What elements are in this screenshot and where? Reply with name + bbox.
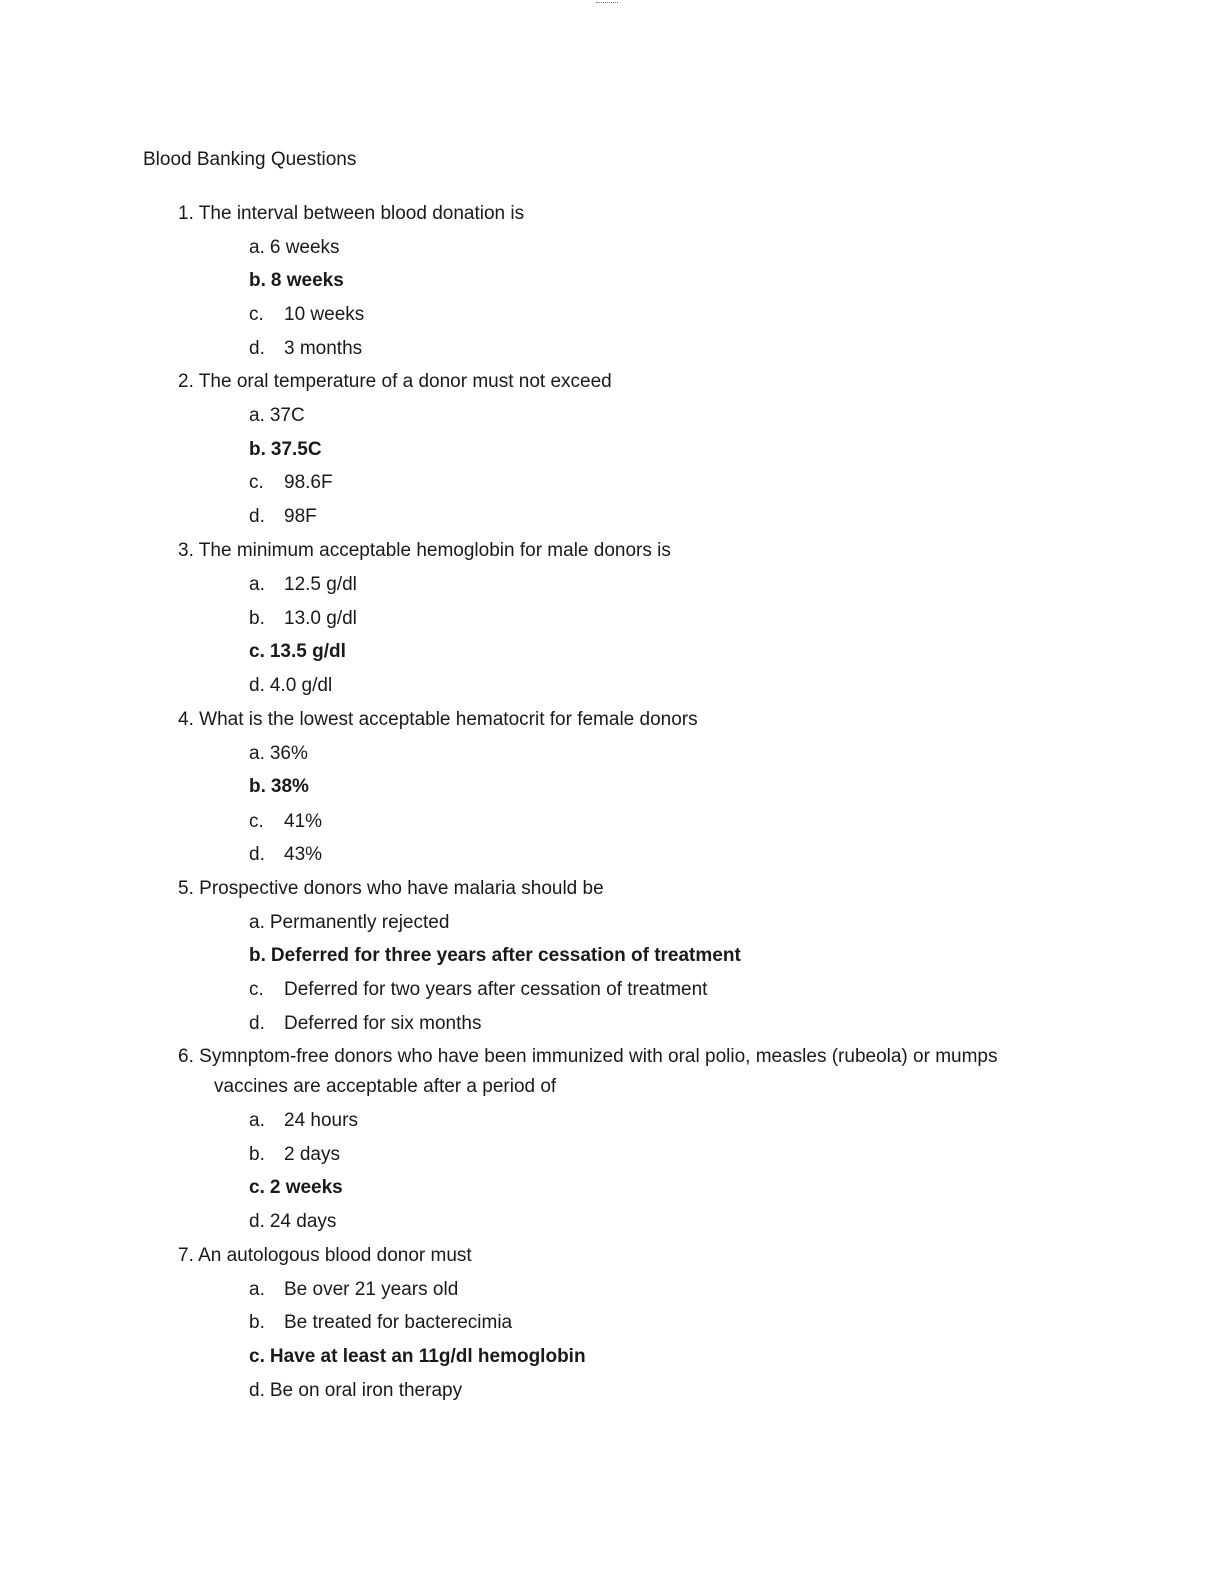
header-mark (596, 0, 618, 3)
q7-option-c-correct: c. Have at least an 11g/dl hemoglobin (249, 1346, 586, 1367)
question-3: 3. The minimum acceptable hemoglobin for male donors is (178, 540, 671, 561)
q3-option-b: b. 13.0 g/dl (249, 608, 357, 629)
q7-option-a: a. Be over 21 years old (249, 1279, 459, 1300)
question-5: 5. Prospective donors who have malaria should be (178, 878, 604, 899)
q6-option-b: b. 2 days (249, 1144, 340, 1165)
q2-option-a: a. 37C (249, 405, 305, 426)
q2-option-d: d. 98F (249, 506, 317, 527)
q1-option-c: c. 10 weeks (249, 304, 365, 325)
q1-option-a: a. 6 weeks (249, 237, 340, 258)
q2-option-c: c. 98.6F (249, 472, 333, 493)
q7-option-b: b. Be treated for bacterecimia (249, 1312, 513, 1333)
q5-option-b-correct: b. Deferred for three years after cessation of treatment (249, 945, 741, 966)
q3-option-d: d. 4.0 g/dl (249, 675, 333, 696)
q6-option-c-correct: c. 2 weeks (249, 1177, 343, 1198)
q4-option-d: d. 43% (249, 844, 323, 865)
question-7: 7. An autologous blood donor must (178, 1245, 472, 1266)
q5-option-d: d. Deferred for six months (249, 1013, 482, 1034)
q4-option-a: a. 36% (249, 743, 308, 764)
question-6: 6. Symnptom-free donors who have been immunized with oral polio, measles (rubeola) or mumps (178, 1046, 998, 1067)
q2-option-b-correct: b. 37.5C (249, 439, 322, 460)
q5-option-c: c. Deferred for two years after cessation of treatment (249, 979, 708, 1000)
q4-option-b-correct: b. 38% (249, 776, 309, 797)
question-2: 2. The oral temperature of a donor must not exceed (178, 371, 612, 392)
page-title: Blood Banking Questions (143, 149, 357, 170)
q5-option-a: a. Permanently rejected (249, 912, 450, 933)
q1-option-d: d. 3 months (249, 338, 363, 359)
q1-option-b-correct: b. 8 weeks (249, 270, 344, 291)
q4-option-c: c. 41% (249, 811, 323, 832)
q7-option-d: d. Be on oral iron therapy (249, 1380, 463, 1401)
question-4: 4. What is the lowest acceptable hematocrit for female donors (178, 709, 698, 730)
q3-option-a: a. 12.5 g/dl (249, 574, 357, 595)
question-6-continuation: vaccines are acceptable after a period of (214, 1076, 557, 1097)
q6-option-a: a. 24 hours (249, 1110, 358, 1131)
q3-option-c-correct: c. 13.5 g/dl (249, 641, 346, 662)
question-1: 1. The interval between blood donation is (178, 203, 525, 224)
q6-option-d: d. 24 days (249, 1211, 337, 1232)
